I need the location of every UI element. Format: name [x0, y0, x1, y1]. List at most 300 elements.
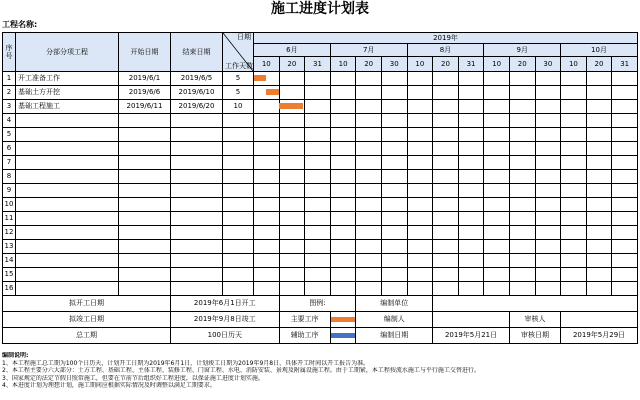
gantt-slot — [280, 72, 306, 85]
gantt-slot — [254, 184, 280, 197]
gantt-slot — [536, 268, 562, 281]
task-days — [223, 212, 254, 226]
footer-editor-label: 编制人 — [356, 312, 433, 328]
gantt-slot — [536, 72, 562, 85]
gantt-slot — [433, 100, 459, 113]
footer-total-value: 100日历天 — [171, 328, 280, 344]
gantt-slot — [382, 100, 408, 113]
gantt-slot — [331, 72, 357, 85]
gantt-slot — [331, 268, 357, 281]
task-days — [223, 170, 254, 184]
gantt-slot — [612, 128, 637, 141]
gantt-slot — [382, 170, 408, 183]
footer-aux-label: 辅助工序 — [279, 328, 330, 344]
gantt-slot — [408, 226, 434, 239]
gantt-track — [254, 282, 638, 296]
gantt-slot — [433, 282, 459, 295]
gantt-slot — [433, 212, 459, 225]
gantt-slot — [382, 268, 408, 281]
gantt-slot — [612, 72, 637, 85]
gantt-slot — [331, 86, 357, 99]
gantt-slot — [484, 198, 510, 211]
gantt-slot — [356, 254, 382, 267]
gantt-slot — [254, 282, 280, 295]
gantt-slot — [356, 142, 382, 155]
gantt-slot — [356, 128, 382, 141]
gantt-slot — [408, 212, 434, 225]
gantt-slot — [587, 142, 613, 155]
gantt-slot — [484, 268, 510, 281]
gantt-slot — [254, 240, 280, 253]
footer-reviewer-label: 审核人 — [509, 312, 560, 328]
gantt-slot — [305, 156, 331, 169]
gantt-slot — [305, 128, 331, 141]
task-seq: 16 — [3, 282, 16, 296]
gantt-slot — [587, 198, 613, 211]
gantt-slot — [459, 226, 485, 239]
task-days — [223, 254, 254, 268]
task-days — [223, 156, 254, 170]
gantt-slot — [408, 282, 434, 295]
gantt-slot — [280, 142, 306, 155]
gantt-slot — [408, 142, 434, 155]
table-row — [3, 226, 638, 240]
gantt-slot — [382, 142, 408, 155]
table-row — [3, 254, 638, 268]
gantt-slot — [587, 282, 613, 295]
gantt-track — [254, 86, 638, 100]
footer-unit-label: 编制单位 — [356, 296, 433, 312]
task-start: 2019/6/11 — [119, 100, 171, 114]
gantt-slot — [587, 268, 613, 281]
gantt-slot — [382, 198, 408, 211]
footer-unit-value — [433, 296, 638, 312]
task-end — [171, 282, 223, 296]
gantt-track — [254, 198, 638, 212]
gantt-slot — [280, 212, 306, 225]
header-day: 10 — [561, 57, 587, 72]
gantt-slot — [536, 170, 562, 183]
gantt-slot — [561, 212, 587, 225]
task-end — [171, 212, 223, 226]
gantt-slot — [587, 240, 613, 253]
gantt-track — [254, 128, 638, 142]
gantt-slot — [408, 254, 434, 267]
gantt-slot — [331, 100, 357, 113]
task-start — [119, 128, 171, 142]
header-month: 10月 — [561, 44, 638, 57]
gantt-slot — [331, 184, 357, 197]
task-seq: 3 — [3, 100, 16, 114]
footer-finish-value: 2019年9月8日竣工 — [171, 312, 280, 328]
gantt-slot — [331, 114, 357, 127]
gantt-slot — [587, 254, 613, 267]
legend-main-cell — [330, 312, 356, 328]
task-name — [16, 198, 119, 212]
gantt-slot — [254, 170, 280, 183]
gantt-slot — [331, 254, 357, 267]
header-end-date: 结束日期 — [171, 33, 223, 72]
gantt-slot — [433, 114, 459, 127]
gantt-slot — [612, 156, 637, 169]
gantt-slot — [280, 170, 306, 183]
gantt-slot — [510, 268, 536, 281]
gantt-slot — [459, 86, 485, 99]
gantt-bar — [279, 103, 304, 109]
header-month: 7月 — [330, 44, 407, 57]
task-seq: 1 — [3, 72, 16, 86]
note-line: 2、本工程主要分六大部分：土方工程、基础工程、主体工程、装修工程、门窗工程、水电、消防安装、景观及附属设施工程。由于工期紧，本工程按流水施工与平行施工交替进行。 — [2, 367, 480, 374]
gantt-slot — [484, 282, 510, 295]
gantt-slot — [356, 226, 382, 239]
task-name — [16, 184, 119, 198]
task-seq: 11 — [3, 212, 16, 226]
gantt-slot — [612, 254, 637, 267]
task-end — [171, 170, 223, 184]
gantt-slot — [433, 184, 459, 197]
gantt-slot — [254, 142, 280, 155]
task-days: 5 — [223, 86, 254, 100]
gantt-slot — [433, 72, 459, 85]
task-start — [119, 198, 171, 212]
gantt-slot — [561, 240, 587, 253]
footer-start-label: 拟开工日期 — [3, 296, 171, 312]
table-row — [3, 198, 638, 212]
gantt-slot — [561, 142, 587, 155]
gantt-slot — [433, 240, 459, 253]
task-end — [171, 156, 223, 170]
gantt-slot — [305, 282, 331, 295]
header-seq: 序号 — [3, 33, 16, 72]
gantt-slot — [382, 240, 408, 253]
gantt-slot — [408, 114, 434, 127]
gantt-slot — [382, 72, 408, 85]
header-day: 10 — [407, 57, 433, 72]
task-end — [171, 226, 223, 240]
gantt-slot — [280, 128, 306, 141]
gantt-slot — [408, 86, 434, 99]
table-row — [3, 156, 638, 170]
gantt-slot — [484, 170, 510, 183]
gantt-slot — [484, 184, 510, 197]
task-end — [171, 114, 223, 128]
gantt-slot — [305, 184, 331, 197]
task-name — [16, 170, 119, 184]
gantt-slot — [408, 128, 434, 141]
task-seq: 5 — [3, 128, 16, 142]
gantt-slot — [561, 100, 587, 113]
gantt-slot — [612, 212, 637, 225]
gantt-slot — [510, 114, 536, 127]
gantt-slot — [536, 142, 562, 155]
gantt-slot — [536, 198, 562, 211]
header-day: 10 — [484, 57, 510, 72]
gantt-slot — [305, 254, 331, 267]
gantt-slot — [382, 156, 408, 169]
gantt-slot — [459, 72, 485, 85]
gantt-slot — [484, 254, 510, 267]
header-day: 20 — [586, 57, 612, 72]
gantt-slot — [459, 114, 485, 127]
gantt-slot — [280, 86, 306, 99]
gantt-slot — [484, 142, 510, 155]
gantt-slot — [587, 128, 613, 141]
gantt-slot — [382, 212, 408, 225]
gantt-slot — [254, 114, 280, 127]
gantt-slot — [408, 100, 434, 113]
gantt-slot — [382, 86, 408, 99]
gantt-slot — [408, 240, 434, 253]
footer-main-label: 主要工序 — [279, 312, 330, 328]
task-name: 开工准备工作 — [16, 72, 119, 86]
page-title: 施工进度计划表 — [271, 1, 369, 17]
task-seq: 10 — [3, 198, 16, 212]
schedule-table — [2, 32, 638, 344]
task-days: 10 — [223, 100, 254, 114]
gantt-slot — [305, 268, 331, 281]
gantt-track — [254, 268, 638, 282]
gantt-slot — [305, 72, 331, 85]
header-day: 31 — [305, 57, 331, 72]
footer-review-date-value: 2019年5月29日 — [561, 328, 638, 344]
notes-heading: 编制说明: — [2, 352, 29, 359]
header-day: 20 — [279, 57, 305, 72]
gantt-slot — [612, 86, 637, 99]
gantt-slot — [612, 114, 637, 127]
task-days — [223, 184, 254, 198]
task-name: 基础工程施工 — [16, 100, 119, 114]
gantt-slot — [433, 142, 459, 155]
gantt-slot — [536, 254, 562, 267]
legend-main-bar — [331, 317, 356, 322]
task-name — [16, 268, 119, 282]
gantt-slot — [612, 226, 637, 239]
gantt-slot — [510, 184, 536, 197]
footer-start-value: 2019年6月1日开工 — [171, 296, 280, 312]
task-seq: 13 — [3, 240, 16, 254]
task-end — [171, 128, 223, 142]
gantt-slot — [356, 240, 382, 253]
gantt-slot — [356, 212, 382, 225]
gantt-slot — [382, 114, 408, 127]
task-start — [119, 226, 171, 240]
gantt-slot — [356, 114, 382, 127]
gantt-slot — [561, 156, 587, 169]
gantt-slot — [510, 282, 536, 295]
gantt-slot — [305, 226, 331, 239]
gantt-track — [254, 142, 638, 156]
gantt-slot — [331, 226, 357, 239]
task-start — [119, 170, 171, 184]
gantt-slot — [382, 282, 408, 295]
gantt-track — [254, 72, 638, 86]
gantt-track — [254, 226, 638, 240]
task-days — [223, 114, 254, 128]
gantt-slot — [459, 184, 485, 197]
header-day: 20 — [356, 57, 382, 72]
task-name — [16, 254, 119, 268]
gantt-track — [254, 240, 638, 254]
gantt-slot — [561, 184, 587, 197]
gantt-slot — [408, 170, 434, 183]
task-end — [171, 198, 223, 212]
gantt-slot — [305, 100, 331, 113]
gantt-slot — [305, 198, 331, 211]
gantt-slot — [433, 198, 459, 211]
gantt-slot — [587, 100, 613, 113]
gantt-slot — [459, 170, 485, 183]
gantt-track — [254, 114, 638, 128]
header-month: 9月 — [484, 44, 561, 57]
gantt-slot — [536, 226, 562, 239]
note-line: 1、本工程施工总工期为100个日历天，计划开工日期为2019年6月1日，计划竣工日期为2019年9月8日，具体开工时间以开工报告为准。 — [2, 359, 370, 367]
gantt-slot — [536, 184, 562, 197]
gantt-slot — [254, 268, 280, 281]
legend-aux-bar — [331, 333, 356, 338]
gantt-slot — [587, 114, 613, 127]
task-seq: 7 — [3, 156, 16, 170]
task-start — [119, 184, 171, 198]
footer-edit-date-label: 编制日期 — [356, 328, 433, 344]
project-name-label: 工程名称: — [2, 20, 38, 29]
gantt-slot — [356, 170, 382, 183]
header-day: 31 — [612, 57, 638, 72]
task-name — [16, 156, 119, 170]
gantt-slot — [612, 282, 637, 295]
gantt-slot — [561, 198, 587, 211]
gantt-slot — [331, 156, 357, 169]
task-seq: 2 — [3, 86, 16, 100]
gantt-slot — [510, 240, 536, 253]
header-start-date: 开始日期 — [119, 33, 171, 72]
gantt-slot — [484, 226, 510, 239]
gantt-slot — [433, 226, 459, 239]
gantt-slot — [408, 72, 434, 85]
legend-aux-cell — [330, 328, 356, 344]
footer-review-date-label: 审核日期 — [509, 328, 560, 344]
gantt-slot — [484, 240, 510, 253]
gantt-slot — [561, 268, 587, 281]
gantt-slot — [484, 86, 510, 99]
note-line: 3、国家规定的法定节假日照常施工，但要在节前节后组织好工程进度，以保证施工进度计划实施。 — [2, 374, 264, 382]
gantt-slot — [254, 226, 280, 239]
task-days — [223, 142, 254, 156]
gantt-bar — [266, 89, 278, 95]
gantt-slot — [382, 226, 408, 239]
task-start — [119, 268, 171, 282]
header-sub-project: 分部分项工程 — [16, 33, 119, 72]
table-row — [3, 100, 638, 114]
task-end — [171, 184, 223, 198]
task-seq: 12 — [3, 226, 16, 240]
gantt-slot — [433, 156, 459, 169]
task-name — [16, 128, 119, 142]
gantt-slot — [305, 86, 331, 99]
task-start — [119, 212, 171, 226]
task-name — [16, 240, 119, 254]
gantt-track — [254, 156, 638, 170]
gantt-slot — [280, 184, 306, 197]
task-name: 基础土方开挖 — [16, 86, 119, 100]
gantt-slot — [408, 268, 434, 281]
header-month: 6月 — [254, 44, 331, 57]
gantt-slot — [484, 114, 510, 127]
gantt-slot — [356, 282, 382, 295]
gantt-slot — [459, 198, 485, 211]
gantt-slot — [433, 128, 459, 141]
gantt-slot — [587, 156, 613, 169]
gantt-slot — [408, 198, 434, 211]
gantt-slot — [587, 184, 613, 197]
header-day: 10 — [254, 57, 280, 72]
gantt-slot — [305, 142, 331, 155]
footer-reviewer-value — [561, 312, 638, 328]
gantt-slot — [356, 86, 382, 99]
gantt-slot — [510, 170, 536, 183]
gantt-slot — [510, 72, 536, 85]
gantt-slot — [510, 142, 536, 155]
gantt-slot — [331, 170, 357, 183]
task-name — [16, 142, 119, 156]
gantt-slot — [280, 282, 306, 295]
gantt-slot — [484, 156, 510, 169]
gantt-slot — [459, 142, 485, 155]
note-line: 4、本进度计划为理想计划，施工期间应根据实际情况及时调整以满足工期要求。 — [2, 382, 216, 389]
header-day: 10 — [330, 57, 356, 72]
header-day: 30 — [381, 57, 407, 72]
gantt-slot — [254, 212, 280, 225]
gantt-slot — [536, 212, 562, 225]
gantt-slot — [459, 240, 485, 253]
gantt-slot — [484, 100, 510, 113]
gantt-slot — [280, 268, 306, 281]
gantt-slot — [382, 254, 408, 267]
gantt-slot — [612, 184, 637, 197]
footer-legend-label: 图例: — [279, 296, 356, 312]
gantt-slot — [536, 100, 562, 113]
gantt-slot — [459, 100, 485, 113]
gantt-slot — [280, 240, 306, 253]
task-name — [16, 212, 119, 226]
gantt-slot — [280, 198, 306, 211]
task-seq: 14 — [3, 254, 16, 268]
gantt-slot — [280, 156, 306, 169]
task-start — [119, 156, 171, 170]
gantt-slot — [305, 114, 331, 127]
gantt-slot — [280, 254, 306, 267]
gantt-slot — [356, 100, 382, 113]
gantt-slot — [587, 86, 613, 99]
gantt-slot — [561, 72, 587, 85]
header-month: 8月 — [407, 44, 484, 57]
task-name — [16, 114, 119, 128]
task-days — [223, 240, 254, 254]
gantt-slot — [331, 282, 357, 295]
gantt-slot — [459, 282, 485, 295]
gantt-slot — [561, 128, 587, 141]
task-end — [171, 240, 223, 254]
gantt-slot — [510, 86, 536, 99]
task-days — [223, 198, 254, 212]
gantt-slot — [459, 212, 485, 225]
gantt-slot — [382, 128, 408, 141]
table-row — [3, 170, 638, 184]
header-day: 30 — [535, 57, 561, 72]
gantt-track — [254, 184, 638, 198]
gantt-track — [254, 254, 638, 268]
task-start — [119, 114, 171, 128]
task-start — [119, 282, 171, 296]
